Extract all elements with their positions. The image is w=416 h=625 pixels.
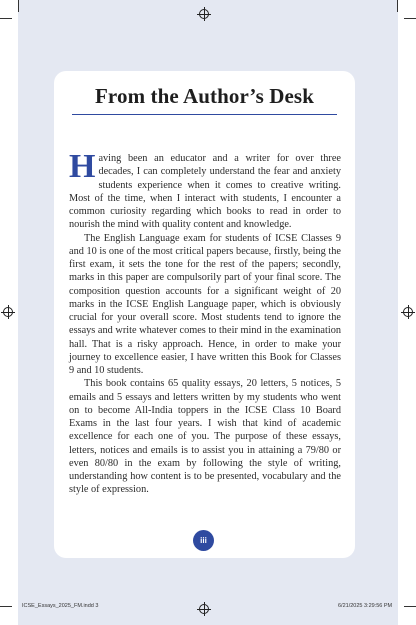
crop-mark: [18, 0, 19, 12]
crop-mark: [404, 18, 416, 19]
content-card: [54, 71, 355, 558]
paragraph-2: The English Language exam for students of ICSE Classes 9 and 10 is one of the most critical papers because, firstly, being the first exam, it sets the tone for the rest of the papers; secondly, marks in this paper are compulsorily part of your final score. The composition question accounts for a significant weight of 20 marks in the ICSE English Language paper, which is obviously crucial for your overall score. Most students tend to ignore the essays and write whatever comes to their mind in the examination hall. That is a risky approach. Hence, in order to make your journey to excellence easier, I have written this Book for Classes 9 and 10 students.: [69, 232, 341, 376]
slug-file-info: ICSE_Essays_2025_FM.indd 3: [22, 603, 99, 609]
paragraph-text: aving been an educator and a writer for over three decades, I can completely understand the fear and anxiety students experience when it comes to creative writing. Most of the time, when I interact with students, I encounter a common curiosity regarding which books to read in order to nourish the mind with quality content and knowledge.: [69, 153, 341, 231]
slug-timestamp: 6/21/2025 3:29:56 PM: [338, 603, 393, 609]
registration-mark-right: [403, 307, 413, 317]
crop-mark: [397, 0, 398, 12]
crop-mark: [0, 606, 12, 607]
registration-mark-top: [199, 9, 209, 19]
page-title: From the Author’s Desk: [95, 84, 314, 108]
dropcap: H: [69, 148, 96, 185]
registration-mark-left: [3, 307, 13, 317]
body-text: [69, 148, 341, 497]
registration-mark-bottom: [199, 604, 209, 614]
page-number-badge: iii: [193, 530, 214, 551]
title-underline: [72, 114, 337, 115]
crop-mark: [0, 18, 12, 19]
crop-mark: [404, 606, 416, 607]
paragraph-1: [69, 148, 341, 232]
paragraph-3: This book contains 65 quality essays, 20 letters, 5 notices, 5 emails and 5 essays and letters written by my students who went on to become All-India toppers in the ICSE Class 10 Board Exams in the last four years. I wish that kind of academic excellence for each one of you. The purpose of these essays, letters, notices and emails is to assist you in attaining a 79/80 or even 80/80 in the exam by following the style of writing, understanding how content is to be presented, vocabulary and the style of expression.: [69, 378, 341, 496]
